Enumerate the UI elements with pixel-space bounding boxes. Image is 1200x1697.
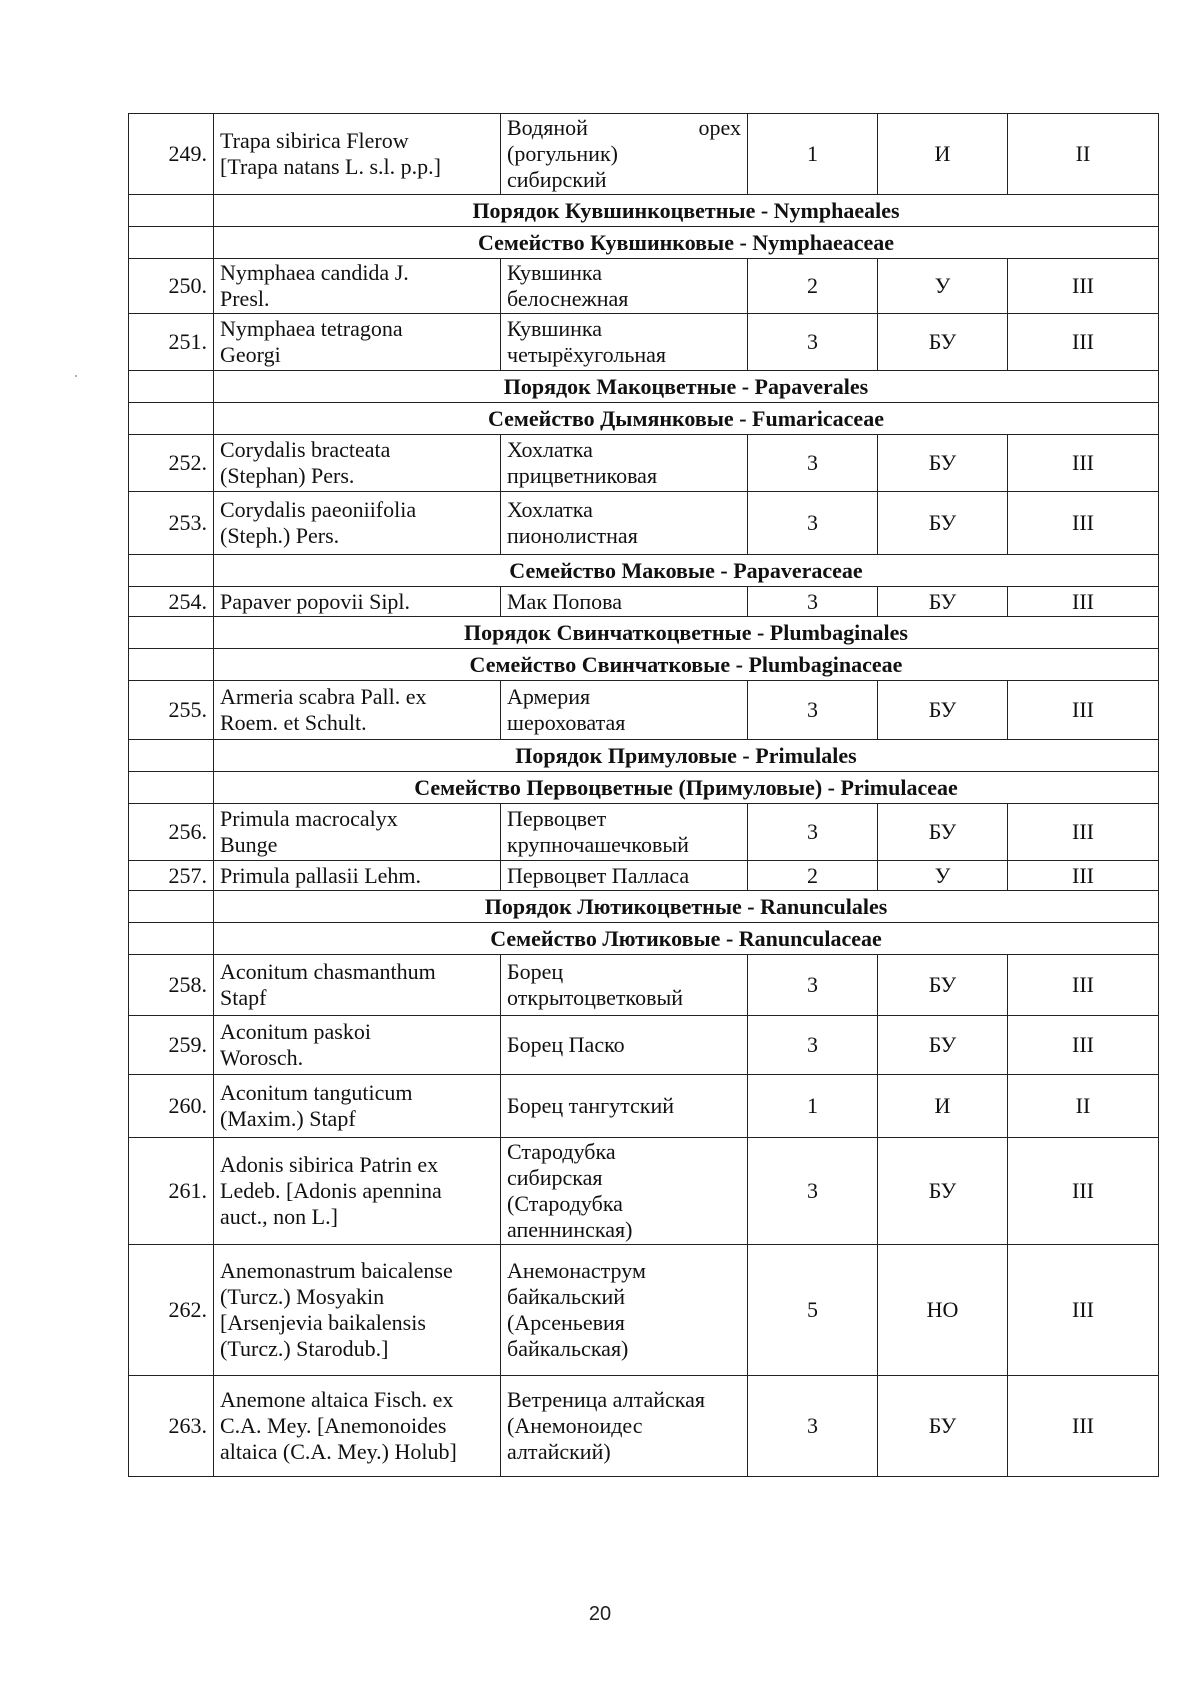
russian-name-line: белоснежная [507,286,629,311]
species-row [129,1016,1159,1075]
species-row [129,314,1159,371]
latin-name [214,1138,501,1245]
family-title: Семейство Лютиковые - Ranunculaceae [214,923,1159,955]
status-code: БУ [878,1138,1008,1245]
rarity-category: 3 [748,1016,878,1075]
rarity-category: 5 [748,1245,878,1376]
russian-name [501,114,748,195]
latin-name [214,1245,501,1376]
latin-name-line: (Maxim.) Stapf [220,1106,356,1131]
latin-name [214,1376,501,1477]
latin-name-line: Aconitum tanguticum [220,1080,413,1105]
order-title: Порядок Кувшинкоцветные - Nymphaeales [214,195,1159,227]
russian-name-line: (Арсеньевия [507,1310,625,1335]
blank-cell [129,891,214,923]
latin-name [214,587,501,617]
russian-name-line: шероховатая [507,710,626,735]
rarity-category: 3 [748,804,878,861]
species-row [129,1245,1159,1376]
russian-name [501,681,748,740]
latin-name [214,861,501,891]
rarity-category: 3 [748,492,878,555]
latin-name-line: Presl. [220,286,270,311]
russian-name-line: Хохлатка [507,497,593,522]
species-row [129,681,1159,740]
latin-name [214,114,501,195]
latin-name-line: Primula macrocalyx [220,806,398,831]
russian-name-word: орех [698,115,741,140]
family-header-row [129,772,1159,804]
russian-name-line: Анемонаструм [507,1258,646,1283]
order-header-row [129,371,1159,403]
russian-name-line: байкальская) [507,1336,629,1361]
latin-name-line: Adonis sibirica Patrin ex [220,1152,439,1177]
species-row [129,1376,1159,1477]
russian-name-line: алтайский) [507,1439,611,1464]
russian-name-line: Первоцвет Палласа [507,862,690,888]
species-row [129,1138,1159,1245]
rarity-category: 1 [748,114,878,195]
russian-name-line: Кувшинка [507,316,603,341]
priority-level: III [1008,492,1159,555]
russian-name-line: крупночашечковый [507,832,689,857]
latin-name-line: Primula pallasii Lehm. [220,862,422,888]
latin-name-line: C.A. Mey. [Anemonoides [220,1413,447,1438]
russian-name [501,259,748,314]
status-code: У [878,259,1008,314]
latin-name-line: Trapa sibirica Flerow [220,128,409,153]
rarity-category: 3 [748,1376,878,1477]
russian-name-line: (Анемоноидес [507,1413,643,1438]
family-title: Семейство Кувшинковые - Nymphaeaceae [214,227,1159,259]
status-code: БУ [878,492,1008,555]
priority-level: III [1008,587,1159,617]
order-title: Порядок Макоцветные - Papaverales [214,371,1159,403]
latin-name [214,492,501,555]
russian-name-line: Хохлатка [507,437,593,462]
russian-name [501,1376,748,1477]
species-number: 251. [129,314,214,371]
status-code: БУ [878,955,1008,1016]
rarity-category: 2 [748,259,878,314]
species-row [129,955,1159,1016]
priority-level: III [1008,861,1159,891]
priority-level: III [1008,955,1159,1016]
blank-cell [129,649,214,681]
latin-name-line: Bunge [220,832,278,857]
russian-name-line: открытоцветковый [507,985,684,1010]
blank-cell [129,555,214,587]
blank-cell [129,227,214,259]
order-header-row [129,195,1159,227]
page-number: 20 [588,1603,612,1625]
priority-level: III [1008,259,1159,314]
latin-name-line: Aconitum chasmanthum [220,959,436,984]
russian-name [501,804,748,861]
rarity-category: 3 [748,435,878,492]
latin-name-line: Papaver popovii Sipl. [220,588,411,614]
family-title: Семейство Маковые - Papaveraceae [214,555,1159,587]
blank-cell [129,403,214,435]
russian-name-line: Кувшинка [507,260,603,285]
latin-name [214,681,501,740]
priority-level: III [1008,1016,1159,1075]
species-row [129,435,1159,492]
status-code: НО [878,1245,1008,1376]
status-code: БУ [878,314,1008,371]
species-number: 253. [129,492,214,555]
species-row [129,587,1159,617]
russian-name-line: (Стародубка [507,1191,623,1216]
latin-name [214,259,501,314]
species-number: 255. [129,681,214,740]
family-header-row [129,649,1159,681]
priority-level: III [1008,681,1159,740]
latin-name-line: Nymphaea tetragona [220,316,403,341]
russian-name-line: Мак Попова [507,588,623,614]
status-code: БУ [878,587,1008,617]
order-title: Порядок Лютикоцветные - Ranunculales [214,891,1159,923]
russian-name [501,1075,748,1138]
priority-level: III [1008,1376,1159,1477]
species-number: 259. [129,1016,214,1075]
latin-name-line: Anemone altaica Fisch. ex [220,1387,454,1412]
rarity-category: 3 [748,681,878,740]
latin-name-line: (Turcz.) Mosyakin [220,1284,385,1309]
rarity-category: 3 [748,1138,878,1245]
blank-cell [129,371,214,403]
rarity-category: 3 [748,587,878,617]
blank-cell [129,772,214,804]
status-code: БУ [878,1376,1008,1477]
species-number: 260. [129,1075,214,1138]
priority-level: III [1008,1245,1159,1376]
blank-cell [129,617,214,649]
latin-name-line: altaica (C.A. Mey.) Holub] [220,1439,457,1464]
rarity-category: 3 [748,314,878,371]
family-header-row [129,923,1159,955]
latin-name [214,804,501,861]
species-number: 263. [129,1376,214,1477]
russian-name-line: (рогульник) [507,141,618,166]
priority-level: III [1008,1138,1159,1245]
russian-name-line: пионолистная [507,523,638,548]
russian-name-line: Борец тангутский [507,1093,674,1118]
russian-name [501,1245,748,1376]
status-code: БУ [878,435,1008,492]
family-title: Семейство Дымянковые - Fumaricaceae [214,403,1159,435]
russian-name-line: апеннинская) [507,1217,633,1242]
family-header-row [129,555,1159,587]
species-number: 261. [129,1138,214,1245]
species-number: 262. [129,1245,214,1376]
russian-name-line: четырёхугольная [507,342,667,367]
species-number: 250. [129,259,214,314]
russian-name [501,492,748,555]
order-header-row [129,891,1159,923]
priority-level: III [1008,435,1159,492]
russian-name [501,955,748,1016]
latin-name [214,1075,501,1138]
family-header-row [129,403,1159,435]
species-row [129,1075,1159,1138]
latin-name [214,955,501,1016]
latin-name [214,435,501,492]
rarity-category: 3 [748,955,878,1016]
russian-name [501,587,748,617]
latin-name-line: Corydalis bracteata [220,437,391,462]
latin-name-line: Georgi [220,342,281,367]
latin-name-line: (Turcz.) Starodub.] [220,1336,389,1361]
latin-name-line: Nymphaea candida J. [220,260,409,285]
status-code: БУ [878,1016,1008,1075]
latin-name-line: Roem. et Schult. [220,710,367,735]
russian-name-line: Первоцвет [507,806,607,831]
species-row [129,492,1159,555]
priority-level: II [1008,1075,1159,1138]
latin-name-line: Ledeb. [Adonis apennina [220,1178,442,1203]
red-book-species-table [128,113,1159,1477]
species-row [129,114,1159,195]
status-code: БУ [878,681,1008,740]
scan-speck [75,375,77,377]
rarity-category: 1 [748,1075,878,1138]
priority-level: II [1008,114,1159,195]
latin-name-line: (Stephan) Pers. [220,463,355,488]
russian-name-line: Борец [507,959,564,984]
status-code: И [878,114,1008,195]
species-row [129,259,1159,314]
latin-name-line: [Arsenjevia baikalensis [220,1310,426,1335]
species-number: 256. [129,804,214,861]
status-code: БУ [878,804,1008,861]
russian-name [501,1138,748,1245]
russian-name-line: Стародубка [507,1139,616,1164]
species-number: 258. [129,955,214,1016]
russian-name [501,1016,748,1075]
latin-name-line: auct., non L.] [220,1204,338,1229]
order-header-row [129,617,1159,649]
order-title: Порядок Примуловые - Primulales [214,740,1159,772]
priority-level: III [1008,314,1159,371]
blank-cell [129,923,214,955]
status-code: У [878,861,1008,891]
russian-name-line: сибирский [507,167,607,192]
russian-name-line [507,115,741,141]
russian-name-line: байкальский [507,1284,626,1309]
russian-name [501,435,748,492]
species-number: 257. [129,861,214,891]
priority-level: III [1008,804,1159,861]
rarity-category: 2 [748,861,878,891]
family-header-row [129,227,1159,259]
family-title: Семейство Первоцветные (Примуловые) - Primulaceae [214,772,1159,804]
species-row [129,804,1159,861]
latin-name-line: [Trapa natans L. s.l. p.p.] [220,154,441,179]
russian-name-word: Водяной [507,115,588,140]
species-number: 249. [129,114,214,195]
russian-name-line: прицветниковая [507,463,658,488]
species-number: 252. [129,435,214,492]
latin-name-line: Stapf [220,985,267,1010]
latin-name-line: Anemonastrum baicalense [220,1258,453,1283]
latin-name [214,1016,501,1075]
latin-name [214,314,501,371]
latin-name-line: Worosch. [220,1045,304,1070]
russian-name-line: сибирская [507,1165,603,1190]
species-row [129,861,1159,891]
family-title: Семейство Свинчатковые - Plumbaginaceae [214,649,1159,681]
latin-name-line: Aconitum paskoi [220,1019,371,1044]
latin-name-line: Armeria scabra Pall. ex [220,684,427,709]
russian-name [501,314,748,371]
blank-cell [129,740,214,772]
russian-name [501,861,748,891]
russian-name-line: Армерия [507,684,591,709]
russian-name-line: Ветреница алтайская [507,1387,706,1412]
russian-name-line: Борец Паско [507,1032,625,1057]
blank-cell [129,195,214,227]
species-number: 254. [129,587,214,617]
order-header-row [129,740,1159,772]
latin-name-line: Corydalis paeoniifolia [220,497,417,522]
latin-name-line: (Steph.) Pers. [220,523,340,548]
status-code: И [878,1075,1008,1138]
order-title: Порядок Свинчаткоцветные - Plumbaginales [214,617,1159,649]
